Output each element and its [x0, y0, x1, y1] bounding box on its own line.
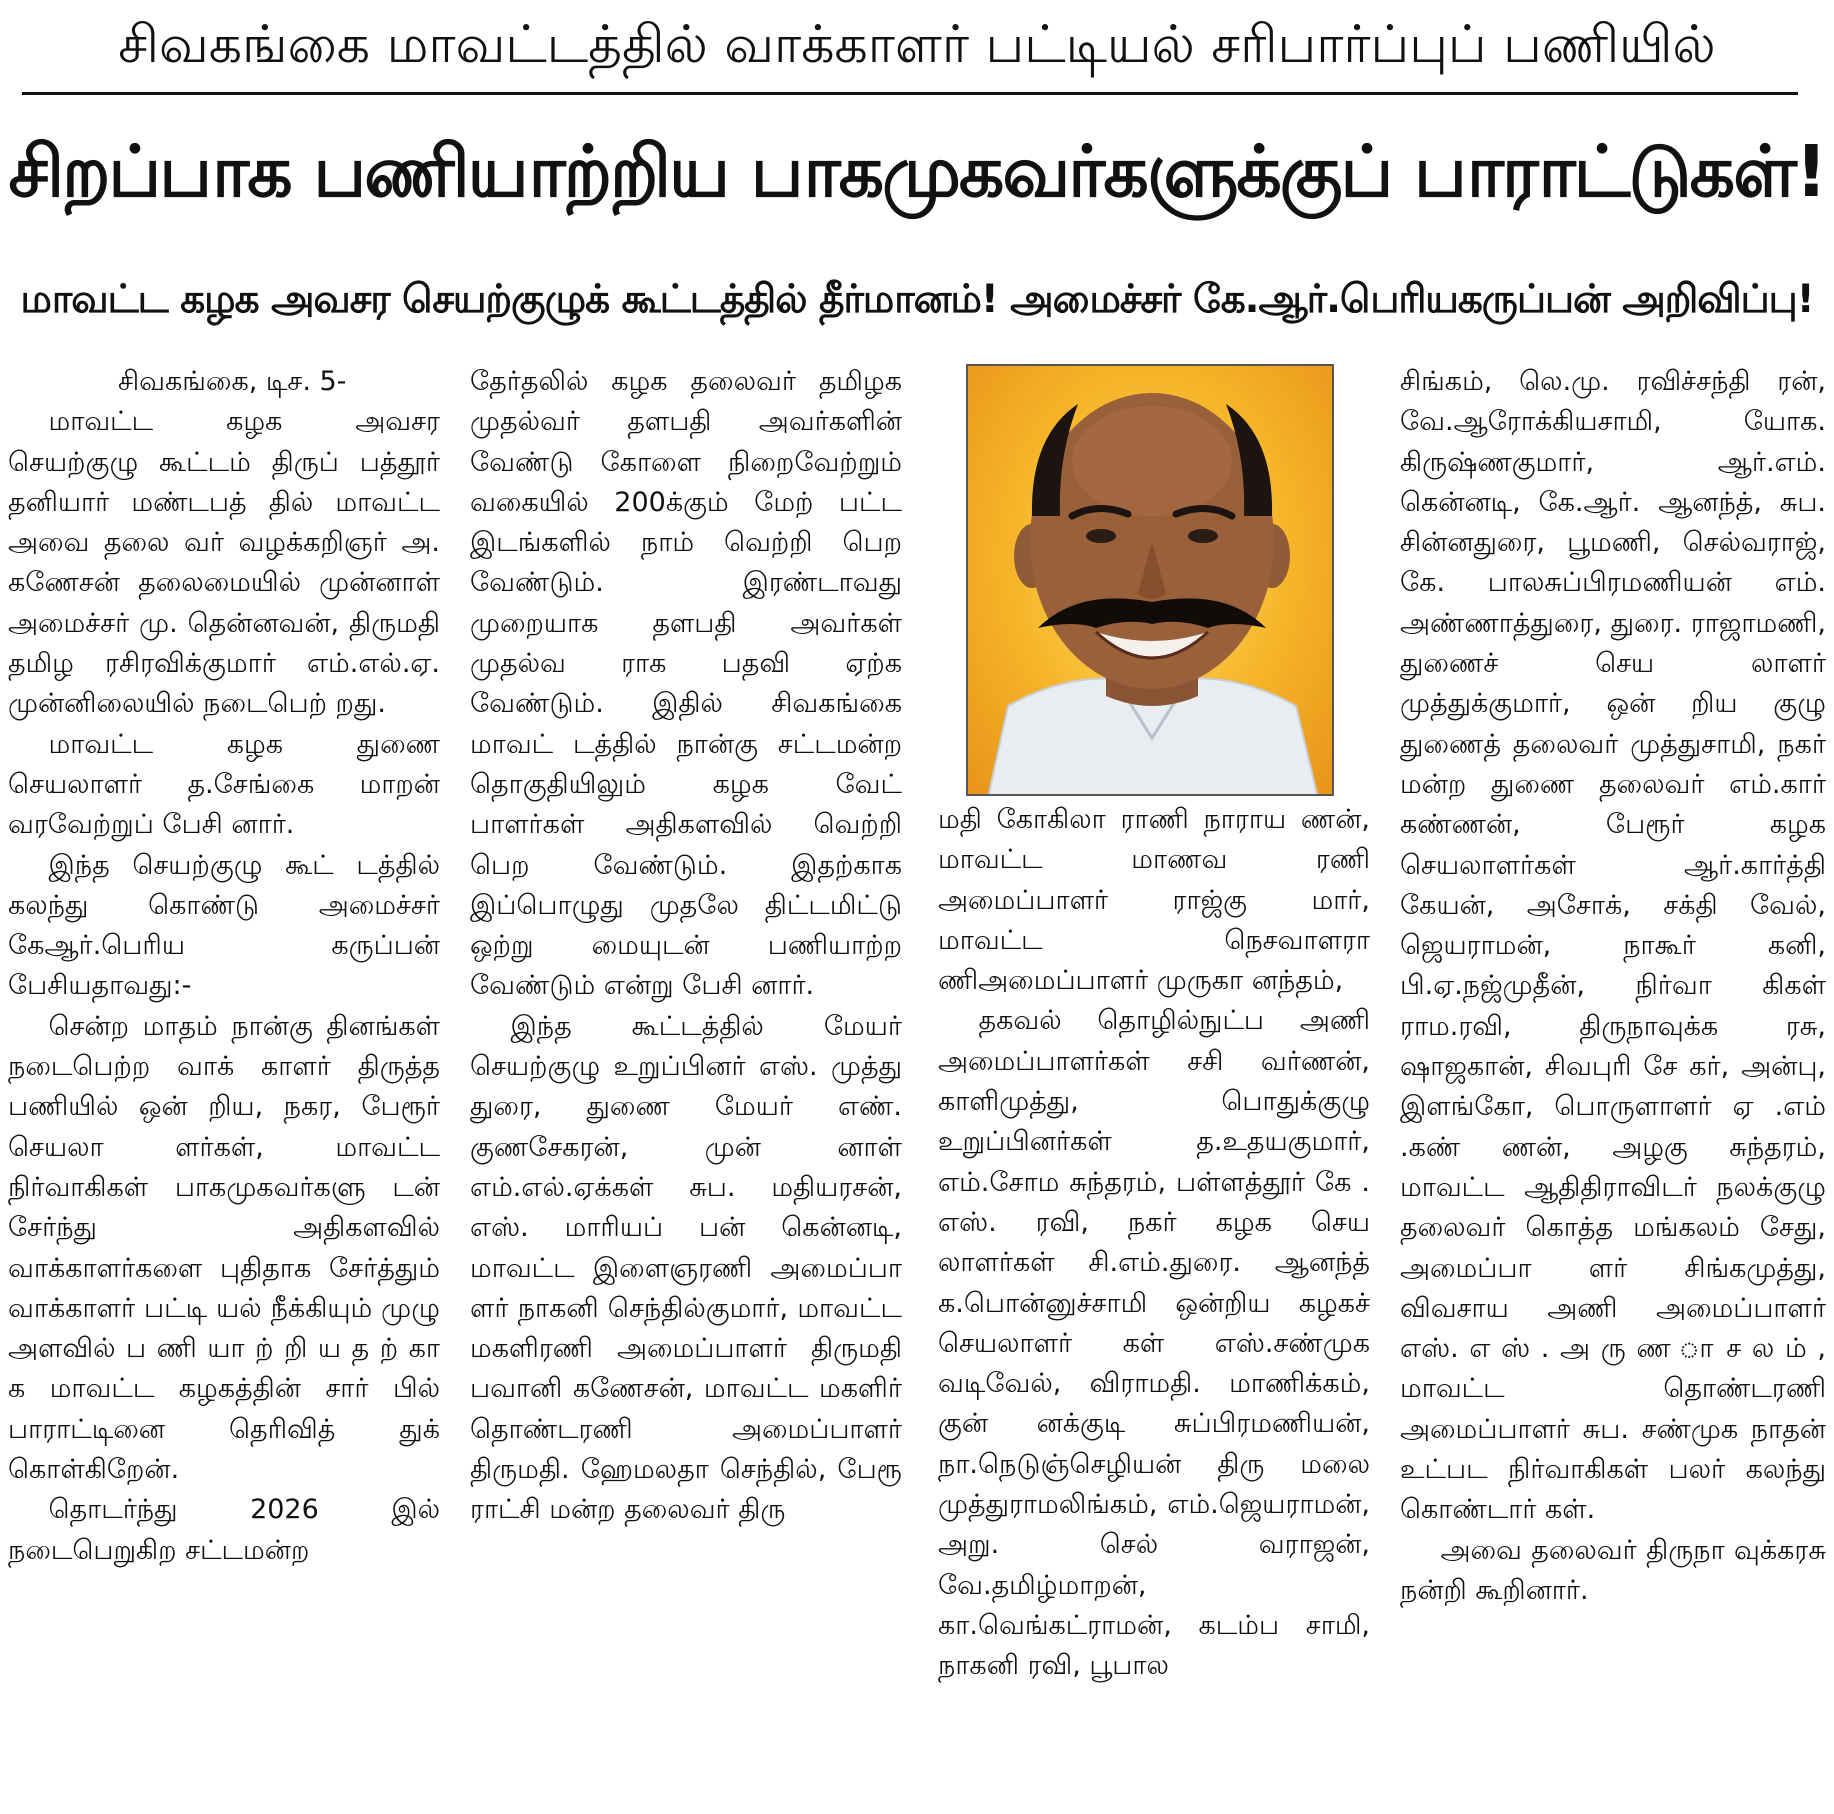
- paragraph: சிவகங்கை, டிச. 5-: [118, 366, 347, 397]
- article-column-3: [938, 800, 1370, 1812]
- paragraph: அவை தலைவர் திருநா வுக்கரசு நன்றி கூறினார்.: [1400, 1534, 1826, 1606]
- paragraph: தகவல் தொழில்நுட்ப அணி அமைப்பாளர்கள் சசி வர்ணன், காளிமுத்து, பொதுக்குழு உறுப்பினர்கள் த.உதயகுமார், எம்.சோம சுந்தரம், பள்ளத்தூர் கே . எஸ். ரவி, நகர் கழக செய லாளர்கள் சி.எம்.துரை. ஆனந்த் க.பொன்னுச்சாமி ஒன்றிய கழகச் செயலாளர் கள் எஸ்.சண்முக வடிவேல், விராமதி. மாணிக்கம், குன் னக்குடி சுப்பிரமணியன், நா.நெடுஞ்செழியன் திரு மலை முத்துராமலிங்கம், எம்.ஜெயராமன், அறு. செல் வராஜன், வே.தமிழ்மாறன், கா.வெங்கட்ராமன், கடம்ப சாமி, நாகனி ரவி, பூபால: [938, 1005, 1370, 1682]
- portrait-photo: [966, 364, 1334, 796]
- paragraph: தொடர்ந்து 2026 இல் நடைபெறுகிற சட்டமன்ற: [8, 1494, 440, 1566]
- paragraph: மதி கோகிலா ராணி நாராய ணன், மாவட்ட மாணவ ரணி அமைப்பாளர் ராஜ்கு மார், மாவட்ட நெசவாளரா ணிஅமைப்பாளர் முருகா னந்தம்,: [938, 804, 1370, 997]
- portrait-illustration: [968, 366, 1334, 796]
- paragraph: மாவட்ட கழக அவசர செயற்குழு கூட்டம் திருப் பத்தூர் தனியார் மண்டபத் தில் மாவட்ட அவை தலை வர் வழக்கறிஞர் அ. கணேசன் தலைமையில் முன்னாள் அமைச்சர் மு. தென்னவன், திருமதி தமிழ ரசிரவிக்குமார் எம்.எல்.ஏ. முன்னிலையில் நடைபெற் றது.: [8, 406, 440, 720]
- article-column-4: [1400, 362, 1826, 1812]
- subheadline: மாவட்ட கழக அவசர செயற்குழுக் கூட்டத்தில் தீர்மானம்! அமைச்சர் கே.ஆர்.பெரியகருப்பன் அறிவிப்பு!: [20, 277, 1814, 322]
- paragraph: மாவட்ட கழக துணை செயலாளர் த.சேங்கை மாறன் வரவேற்றுப் பேசி னார்.: [8, 728, 440, 841]
- article-column-1: [8, 362, 440, 1812]
- paragraph: இந்த செயற்குழு கூட் டத்தில் கலந்து கொண்டு அமைச்சர் கேஆர்.பெரிய கருப்பன் பேசியதாவது:-: [8, 849, 440, 1002]
- paragraph: இந்த கூட்டத்தில் மேயர் செயற்குழு உறுப்பினர் எஸ். முத்து துரை, துணை மேயர் எண். குணசேகரன், முன் னாள் எம்.எல்.ஏக்கள் சுப. மதியரசன், எஸ். மாரியப் பன் கென்னடி, மாவட்ட இளைஞரணி அமைப்பா ளர் நாகனி செந்தில்குமார், மாவட்ட மகளிரணி அமைப்பாளர் திருமதி பவானி கணேசன், மாவட்ட மகளிர் தொண்டரணி அமைப்பாளர் திருமதி. ஹேமலதா செந்தில், பேரூ ராட்சி மன்ற தலைவர் திரு: [470, 1010, 902, 1526]
- paragraph: சிங்கம், லெ.மு. ரவிச்சந்தி ரன், வே.ஆரோக்கியசாமி, யோக. கிருஷ்ணகுமார், ஆர்.எம். கென்னடி, கே.ஆர். ஆனந்த், சுப. சின்னதுரை, பூமணி, செல்வராஜ், கே. பாலசுப்பிரமணியன் எம். அண்ணாத்துரை, துரை. ராஜாமணி, துணைச் செய லாளர் முத்துக்குமார், ஒன் றிய குழு துணைத் தலைவர் முத்துசாமி, நகர் மன்ற துணை தலைவர் எம்.கார் கண்ணன், பேரூர் கழக செயலாளர்கள் ஆர்.கார்த்தி கேயன், அசோக், சக்தி வேல், ஜெயராமன், நாகூர் கனி, பி.ஏ.நஜ்முதீன், நிர்வா கிகள் ராம.ரவி, திருநாவுக்க ரசு, ஷாஜகான், சிவபுரி சே கர், அன்பு, இளங்கோ, பொருளாளர் ஏ .எம் .கண் ணன், அழகு சுந்தரம், மாவட்ட ஆதிதிராவிடர் நலக்குழு தலைவர் கொத்த மங்கலம் சேது, அமைப்பா ளர் சிங்கமுத்து, விவசாய அணி அமைப்பாளர் எஸ். எ ஸ் . அ ரு ண ா ச ல ம் , மாவட்ட தொண்டரணி அமைப்பாளர் சுப. சண்முக நாதன் உட்பட நிர்வாகிகள் பலர் கலந்து கொண்டார் கள்.: [1400, 366, 1826, 1526]
- kicker-headline: சிவகங்கை மாவட்டத்தில் வாக்காளர் பட்டியல் சரிபார்ப்புப் பணியில்: [118, 15, 1716, 75]
- main-headline: சிறப்பாக பணியாற்றிய பாகமுகவர்களுக்குப் பாராட்டுகள்!: [8, 130, 1826, 213]
- article-column-2: [470, 362, 902, 1812]
- header-rule: [22, 92, 1798, 95]
- paragraph: சென்ற மாதம் நான்கு தினங்கள் நடைபெற்ற வாக் காளர் திருத்த பணியில் ஒன் றிய, நகர, பேரூர் செயலா ளர்கள், மாவட்ட நிர்வாகிகள் பாகமுகவர்களு டன் சேர்ந்து அதிகளவில் வாக்காளர்களை புதிதாக சேர்த்தும் வாக்காளர் பட்டி யல் நீக்கியும் முழு அளவில் ப ணி யா ற் றி ய த ற் கா க மாவட்ட கழகத்தின் சார் பில் பாராட்டினை தெரிவித் துக் கொள்கிறேன்.: [8, 1010, 440, 1486]
- paragraph: தேர்தலில் கழக தலைவர் தமிழக முதல்வர் தளபதி அவர்களின் வேண்டு கோளை நிறைவேற்றும் வகையில் 200க்கும் மேற் பட்ட இடங்களில் நாம் வெற்றி பெற வேண்டும். இரண்டாவது முறையாக தளபதி அவர்கள் முதல்வ ராக பதவி ஏற்க வேண்டும். இதில் சிவகங்கை மாவட் டத்தில் நான்கு சட்டமன்ற தொகுதியிலும் கழக வேட் பாளர்கள் அதிகளவில் வெற்றி பெற வேண்டும். இதற்காக இப்பொழுது முதலே திட்டமிட்டு ஒற்று மையுடன் பணியாற்ற வேண்டும் என்று பேசி னார்.: [470, 366, 902, 1002]
